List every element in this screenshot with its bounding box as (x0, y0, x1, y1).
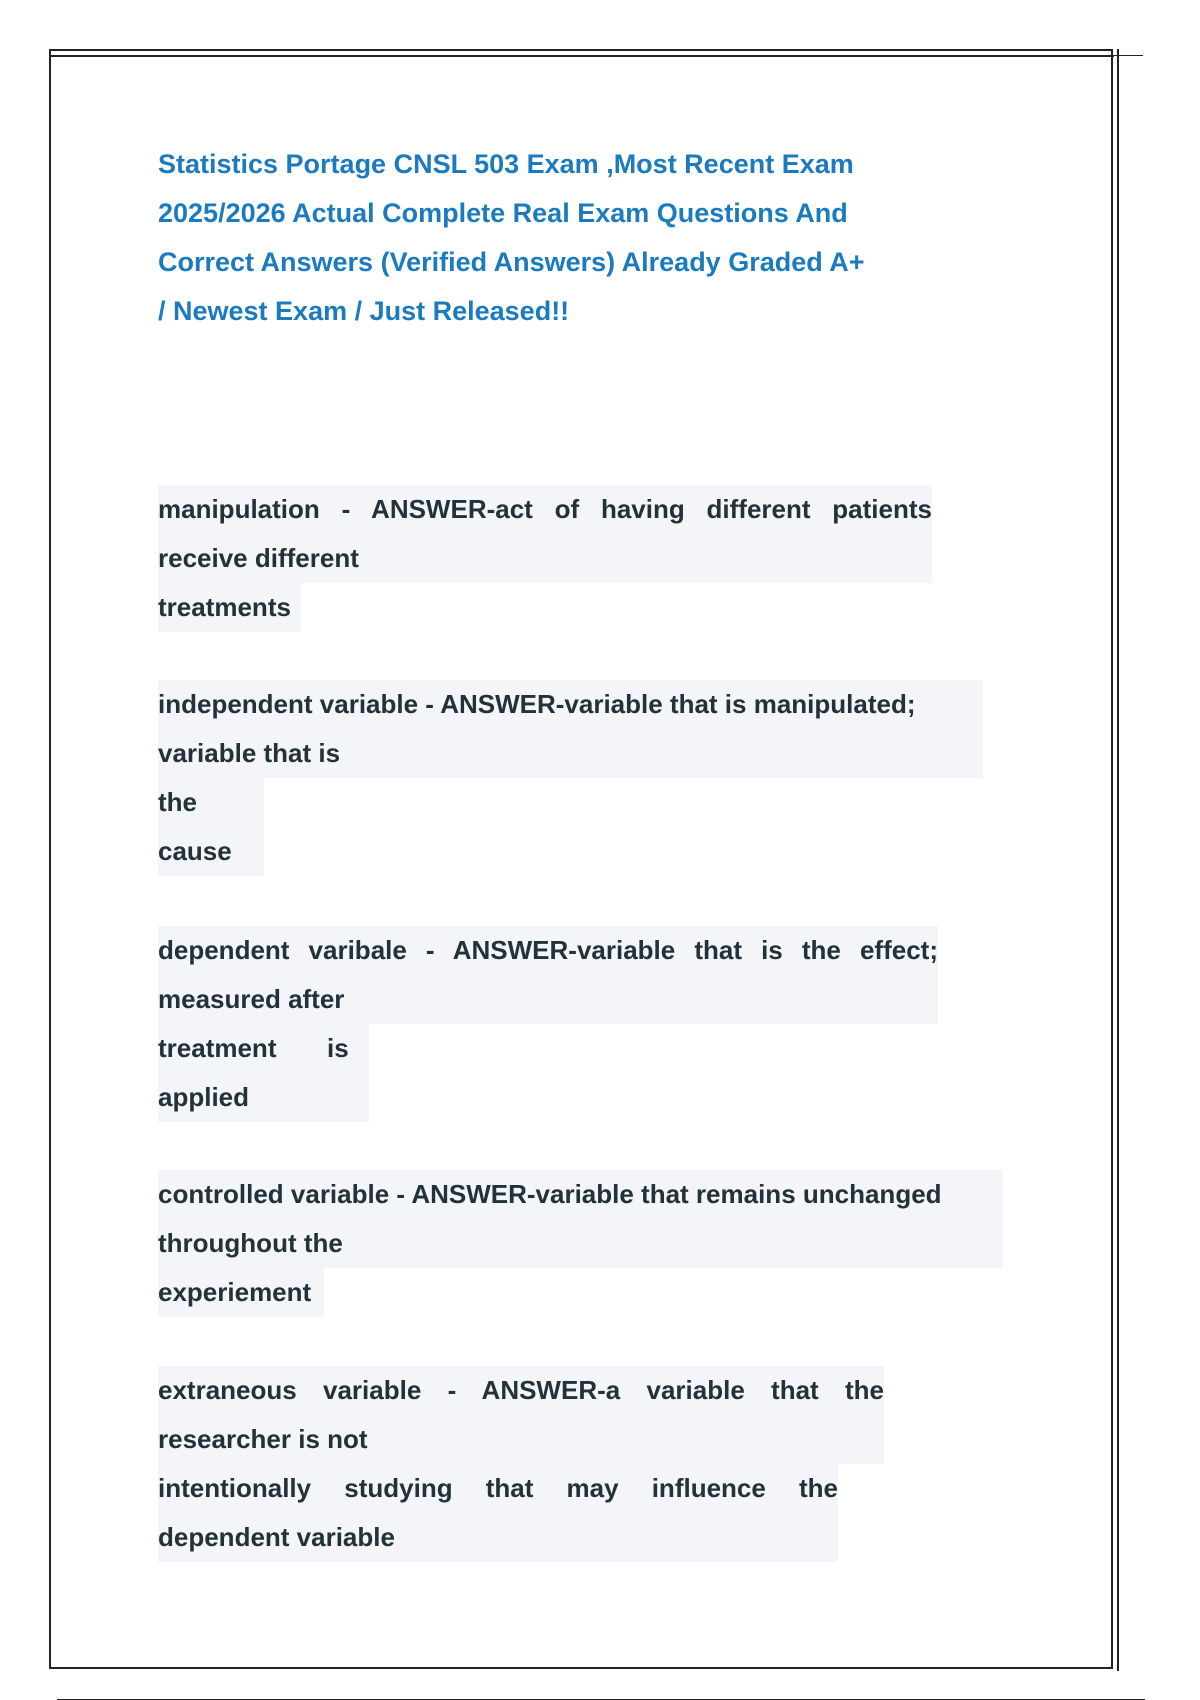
entry-line: extraneous variable - ANSWER-a variable that the (158, 1366, 884, 1415)
qa-entry-dependent-variable (158, 926, 938, 1122)
entry-line: cause (158, 827, 264, 876)
qa-entry-controlled-variable (158, 1170, 1003, 1317)
entry-line: dependent varibale - ANSWER-variable that is the effect; (158, 926, 938, 975)
entry-line: controlled variable - ANSWER-variable that remains unchanged (158, 1170, 1003, 1219)
entry-line: treatment is (158, 1024, 369, 1073)
title-line: / Newest Exam / Just Released!! (158, 296, 570, 326)
entry-line: intentionally studying that may influence the (158, 1464, 838, 1513)
entry-line: treatments (158, 583, 301, 632)
title-line: Correct Answers (Verified Answers) Already Graded A+ (158, 247, 865, 277)
entry-line: manipulation - ANSWER-act of having different patients (158, 485, 932, 534)
entry-line: throughout the (158, 1219, 1003, 1268)
frame-top-rule (49, 55, 1114, 57)
entry-line: measured after (158, 975, 938, 1024)
title-line: Statistics Portage CNSL 503 Exam ,Most Recent Exam (158, 149, 854, 179)
entry-line: experiement (158, 1268, 324, 1317)
entry-line: receive different (158, 534, 932, 583)
document-title (158, 140, 928, 336)
qa-entry-extraneous-variable (158, 1366, 884, 1562)
entry-line: researcher is not (158, 1415, 884, 1464)
entry-line: applied (158, 1073, 369, 1122)
qa-entry-independent-variable (158, 680, 983, 876)
frame-top-extension (1113, 55, 1143, 56)
entry-line: independent variable - ANSWER-variable that is manipulated; (158, 680, 983, 729)
entry-line: variable that is (158, 729, 983, 778)
title-line: 2025/2026 Actual Complete Real Exam Questions And (158, 198, 848, 228)
entry-line: the (158, 778, 264, 827)
frame-right-rule (1117, 49, 1119, 1671)
entry-line: dependent variable (158, 1513, 838, 1562)
qa-entry-manipulation (158, 485, 932, 632)
